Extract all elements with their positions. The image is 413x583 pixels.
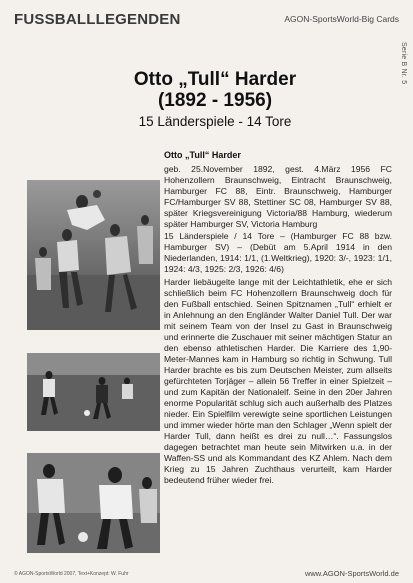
brand-title: FUSSBALLLEGENDEN	[14, 11, 181, 28]
series-number: Serie B Nr. 5	[400, 42, 407, 85]
career-stats: 15 Länderspiele - 14 Tore	[138, 114, 292, 129]
website-link[interactable]: www.AGON-SportsWorld.de	[304, 569, 399, 578]
bio-international-record: 15 Länderspiele / 14 Tore – (Hamburger FC 88 bzw. Hamburger SV) – (Debüt am 5.April 1914 in den Niederlanden, 1914: 1/1, (1.Weltkrieg), 1920: 3/-, 1923: 1/1, 1924: 4/3, 1925: 2/3, 1926: 4/6)	[164, 231, 392, 275]
player-name: Otto „Tull“ Harder	[133, 69, 297, 90]
copyright-text: © AGON-SportsWorld 2007, Text+Konzept: W. Fuhr	[14, 571, 129, 577]
photo-match-action	[27, 353, 160, 431]
bio-heading: Otto „Tull“ Harder	[164, 150, 241, 160]
bio-birth-clubs: geb. 25.November 1892, gest. 4.März 1956 FC Hohenzollern Braunschweig, Eintracht Braunschweig, Hamburger FC 88, Eintr. Braunschweig, Hamburger FC/Hamburger SV 88, Stettiner SC 08, Hamburger SV 88, später Kriegsvereinigung Victoria/88 Hamburg, wiederum später Hamburger SV, Victoria Hamburg	[164, 164, 392, 230]
biography	[164, 150, 392, 486]
photo-players-closeup	[27, 453, 160, 553]
bio-story: Harder liebäugelte lange mit der Leichtathletik, ehe er sich schließlich beim FC Hohenzollern Braunschweig doch für den Fußball entschied. Seinen Spitznamen „Tull“ erhielt er in Anlehnung an den Engländer Walter Daniel Tull. Der war mit seinem Team von der Insel zu Gast in Braunschweig und erinnerte die Zuschauer mit seiner mächtigen Statur an den ebenso athletischen Harder. Die Karriere des 1,90-Meter-Mannes kam in Hamburg so richtig in Schwung. Tull Harder brachte es bis zum Deutschen Meister, zum allseits gefürchteten Torjäger – allein 56 Treffer in einer Spielzeit – und zum Kapitän der Nationalelf. Seine in den 20er Jahren enorme Popularität schlug sich auch außerhalb des Platzes nieder. Ein Spielfilm verewigte seine sportlichen Leistungen und immer wieder hörte man den Schlager „Wenn spielt der Harder Tull, dann heißt es drei zu null…“. Fassungslos dagegen betrachtet man heute sein Mitwirken u.a. in der Waffen-SS und als Kommandant des KZ Ahlem. Nach dem Krieg zu 15 Jahren Zuchthaus verurteilt, kam Harder bedeutend früher wieder frei.	[164, 276, 392, 486]
photo-header-duel	[27, 180, 160, 330]
publisher-label: AGON-SportsWorld-Big Cards	[284, 14, 399, 24]
title-block	[100, 70, 330, 130]
life-years: (1892 - 1956)	[157, 90, 273, 111]
